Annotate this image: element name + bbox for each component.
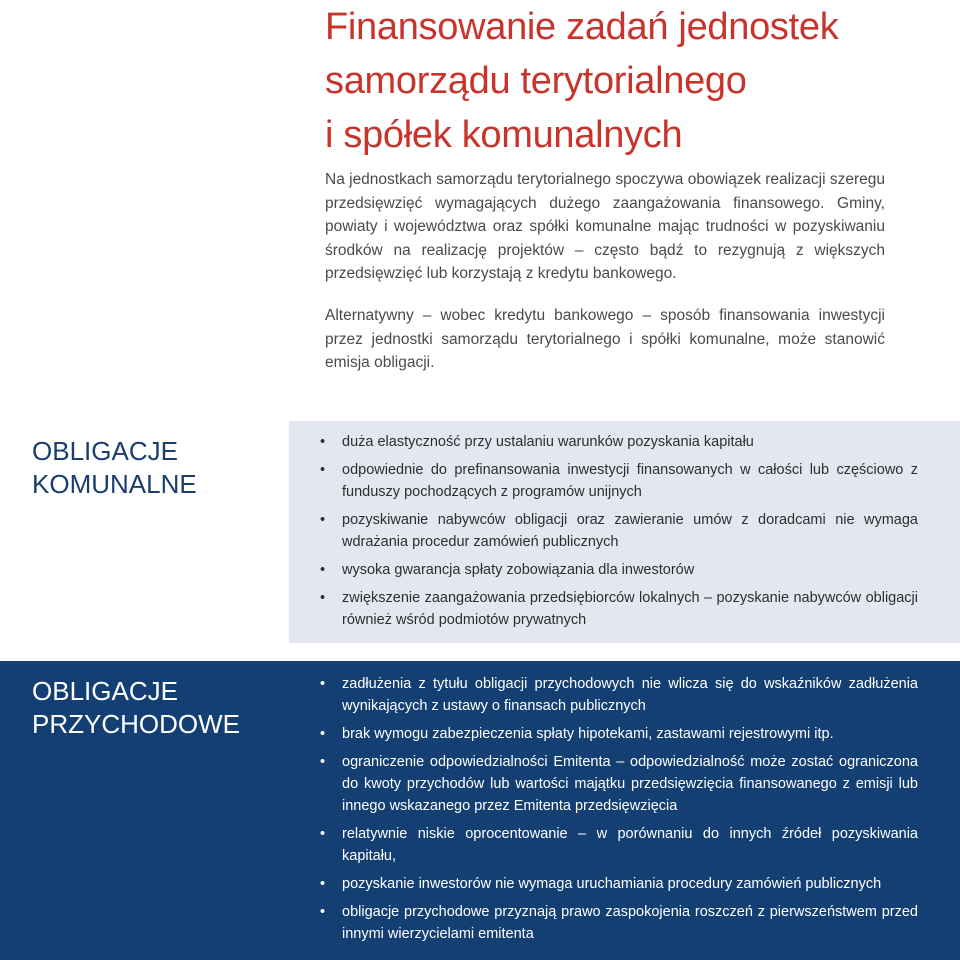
list-item: • ograniczenie odpowiedzialności Emitenta – odpowiedzialność może zostać ograniczona do kwoty przychodów lub wartości majątku przedsięwzięcia finansowanego z emisji lub innego wskazanego przez Emitenta przedsięwzięcia <box>318 751 918 817</box>
list-item: • zwiększenie zaangażowania przedsiębiorców lokalnych – pozyskanie nabywców obligacji również wśród podmiotów prywatnych <box>318 587 918 631</box>
list-item: • duża elastyczność przy ustalaniu warunków pozyskania kapitału <box>318 431 918 453</box>
page-title-line: Finansowanie zadań jednostek <box>325 6 839 48</box>
list-item: • relatywnie niskie oprocentowanie – w porównaniu do innych źródeł pozyskiwania kapitału, <box>318 823 918 867</box>
list-item: • pozyskanie inwestorów nie wymaga uruchamiania procedury zamówień publicznych <box>318 873 918 895</box>
section-label <box>32 435 197 501</box>
list-item: • zadłużenia z tytułu obligacji przychodowych nie wlicza się do wskaźników zadłużenia wynikających z ustawy o finansach publicznych <box>318 673 918 717</box>
list-item: • obligacje przychodowe przyznają prawo zaspokojenia roszczeń z pierwszeństwem przed innymi wierzycielami emitenta <box>318 901 918 945</box>
section-obligacje-przychodowe <box>0 661 960 960</box>
section-label-box <box>0 661 289 960</box>
section-label-line: KOMUNALNE <box>32 469 197 499</box>
section-label-line: OBLIGACJE <box>32 676 178 706</box>
section-label <box>32 675 240 741</box>
intro-paragraph-2: Alternatywny – wobec kredytu bankowego – sposób finansowania inwestycji przez jednostki samorządu terytorialnego i spółki komunalne, może stanowić emisja obligacji. <box>325 307 885 371</box>
list-item: • brak wymogu zabezpieczenia spłaty hipotekami, zastawami rejestrowymi itp. <box>318 723 918 745</box>
page-title <box>325 0 945 162</box>
section-label-box <box>0 421 289 643</box>
list-item: • odpowiednie do prefinansowania inwestycji finansowanych w całości lub częściowo z funduszy pochodzących z programów unijnych <box>318 459 918 503</box>
page-title-line: i spółek komunalnych <box>325 114 683 156</box>
section-label-line: OBLIGACJE <box>32 436 178 466</box>
section-label-line: PRZYCHODOWE <box>32 709 240 739</box>
list-item: • pozyskiwanie nabywców obligacji oraz zawieranie umów z doradcami nie wymaga wdrażania procedur zamówień publicznych <box>318 509 918 553</box>
section-obligacje-komunalne <box>0 421 960 643</box>
intro-paragraph-1: Na jednostkach samorządu terytorialnego spoczywa obowiązek realizacji szeregu przedsięwzięć wymagających dużego zaangażowania finansowego. Gminy, powiaty i województwa oraz spółki komunalne mając trudności w pozyskiwaniu środków na realizację projektów – często bądź to rezygnują z większych przedsięwzięć lub korzystają z kredytu bankowego. <box>325 171 886 282</box>
benefits-list <box>318 673 918 951</box>
list-item: • wysoka gwarancja spłaty zobowiązania dla inwestorów <box>318 559 918 581</box>
page-title-line: samorządu terytorialnego <box>325 60 747 102</box>
benefits-list <box>318 431 918 637</box>
